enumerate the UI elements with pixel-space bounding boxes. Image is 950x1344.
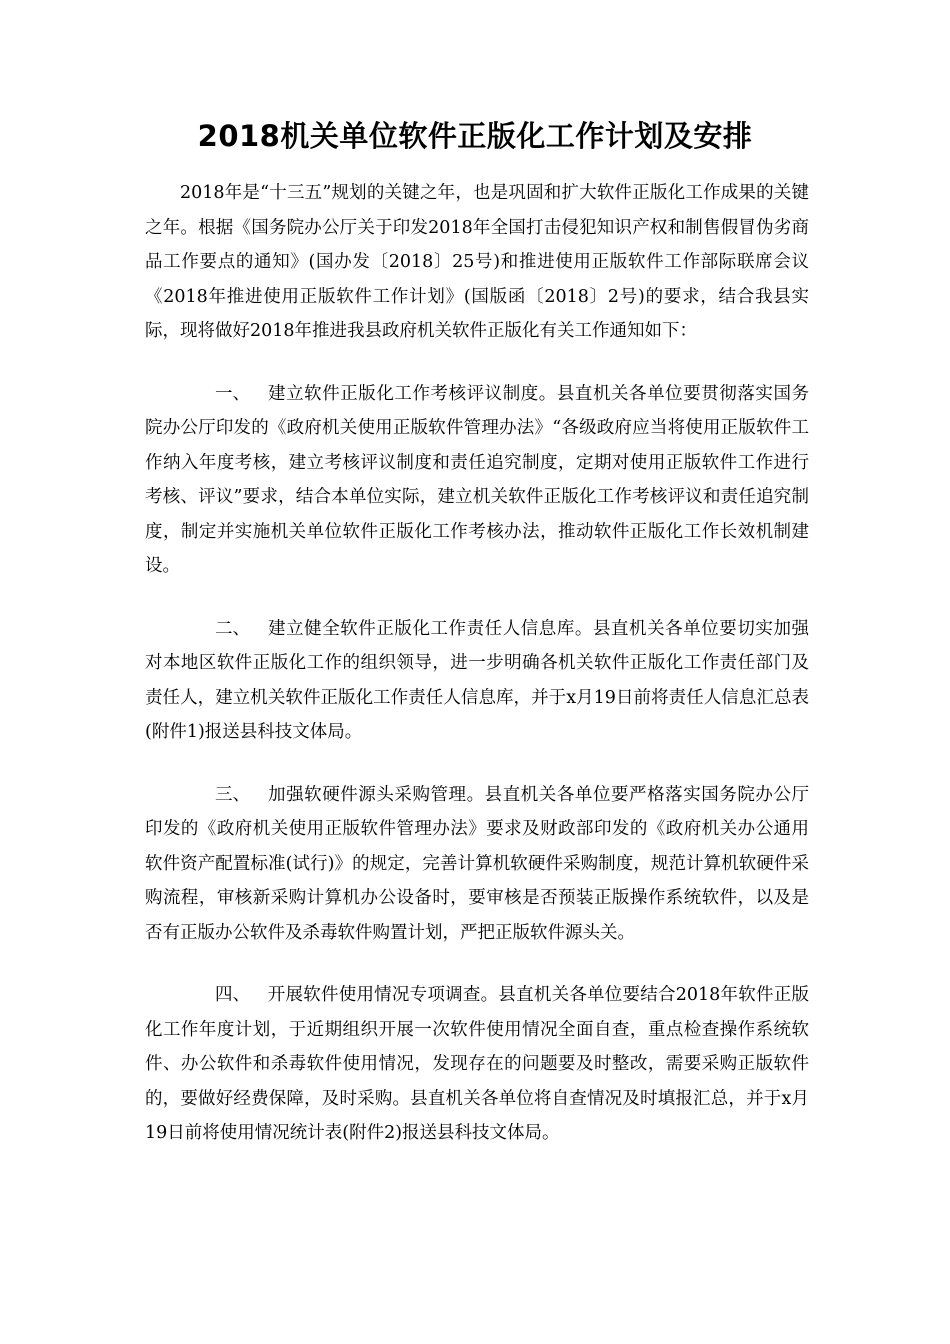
section-text: 建立软件正版化工作考核评议制度。县直机关各单位要贯彻落实国务院办公厅印发的《政府机关使用正版软件管理办法》“各级政府应当将使用正版软件工作纳入年度考核，建立考核评议制度和责任追究制度，定期对使用正版软件工作进行考核、评议”要求，结合本单位实际，建立机关软件正版化工作考核评议和责任追究制度，制定并实施机关单位软件正版化工作考核办法，推动软件正版化工作长效机制建设。 xyxy=(145,383,809,576)
section-number: 四、 xyxy=(215,985,250,1005)
section-paragraph-2 xyxy=(145,612,809,750)
section-paragraph-3 xyxy=(145,778,809,951)
section-text: 建立健全软件正版化工作责任人信息库。县直机关各单位要切实加强对本地区软件正版化工作的组织领导，进一步明确各机关软件正版化工作责任部门及责任人，建立机关软件正版化工作责任人信息库，并于x月19日前将责任人信息汇总表(附件1)报送县科技文体局。 xyxy=(145,618,809,742)
section-text: 开展软件使用情况专项调查。县直机关各单位要结合2018年软件正版化工作年度计划，于近期组织开展一次软件使用情况全面自查，重点检查操作系统软件、办公软件和杀毒软件使用情况，发现存在的问题要及时整改，需要采购正版软件的，要做好经费保障，及时采购。县直机关各单位将自查情况及时填报汇总，并于x月19日前将使用情况统计表(附件2)报送县科技文体局。 xyxy=(145,985,809,1143)
document-body xyxy=(145,176,809,1179)
section-number: 二、 xyxy=(215,618,250,639)
intro-paragraph: 2018年是“十三五”规划的关键之年，也是巩固和扩大软件正版化工作成果的关键之年。根据《国务院办公厅关于印发2018年全国打击侵犯知识产权和制售假冒伪劣商品工作要点的通知》(国办发〔2018〕25号)和推进使用正版软件工作部际联席会议《2018年推进使用正版软件工作计划》(国版函〔2018〕2号)的要求，结合我县实际，现将做好2018年推进我县政府机关软件正版化有关工作通知如下： xyxy=(145,183,809,341)
section-paragraph-4 xyxy=(145,978,809,1151)
section-text: 加强软硬件源头采购管理。县直机关各单位要严格落实国务院办公厅印发的《政府机关使用正版软件管理办法》要求及财政部印发的《政府机关办公通用软件资产配置标准(试行)》的规定，完善计算机软硬件采购制度，规范计算机软硬件采购流程，审核新采购计算机办公设备时，要审核是否预装正版操作系统软件，以及是否有正版办公软件及杀毒软件购置计划，严把正版软件源头关。 xyxy=(145,784,809,943)
document-title: 2018机关单位软件正版化工作计划及安排 xyxy=(197,119,753,153)
section-paragraph-1 xyxy=(145,377,809,584)
section-number: 三、 xyxy=(215,784,250,805)
section-number: 一、 xyxy=(215,383,250,404)
